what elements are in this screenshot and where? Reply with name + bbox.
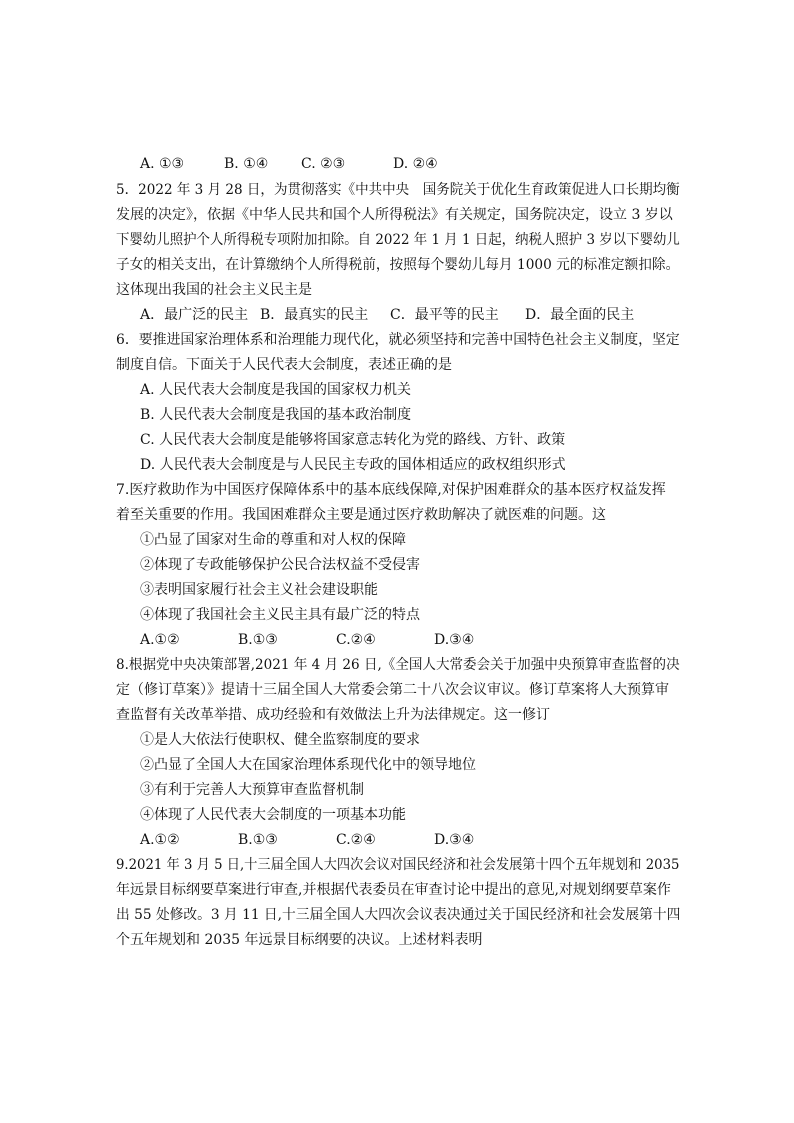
q8-option-b: B.①③ (238, 832, 278, 848)
q8-option-c: C.②④ (336, 832, 376, 848)
q4-option-b: B. ①④ (224, 156, 269, 172)
q5-options (140, 305, 634, 325)
q5-option-d: D．最全面的民主 (525, 307, 635, 323)
q6-stem-line: 制度自信。下面关于人民代表大会制度，表述正确的是 (116, 357, 452, 373)
q9-stem-line: 9.2021 年 3 月 5 日,十三届全国人大四次会议对国民经济和社会发展第十四个五年规划和 2035 (116, 857, 680, 873)
q7-option-c: C.②④ (336, 632, 376, 648)
q8-item-4: ④体现了人民代表大会制度的一项基本功能 (140, 807, 406, 823)
q8-item-1: ①是人大依法行使职权、健全监察制度的要求 (140, 732, 420, 748)
q7-option-a: A.①② (140, 632, 180, 648)
q6-stem-line: 6．要推进国家治理体系和治理能力现代化，就必须坚持和完善中国特色社会主义制度，坚定 (116, 332, 680, 348)
q4-options (140, 154, 438, 174)
q7-item-3: ③表明国家履行社会主义社会建设职能 (140, 582, 378, 598)
q5-stem-line: 下婴幼儿照护个人所得税专项附加扣除。自 2022 年 1 月 1 日起，纳税人照护 3 岁以下婴幼儿 (116, 232, 680, 248)
q6-option-c: C. 人民代表大会制度是能够将国家意志转化为党的路线、方针、政策 (140, 432, 566, 448)
q6-option-d: D. 人民代表大会制度是与人民民主专政的国体相适应的政权组织形式 (140, 457, 566, 473)
q4-option-a: A. ①③ (140, 156, 185, 172)
q7-stem-line: 7.医疗救助作为中国医疗保障体系中的基本底线保障,对保护困难群众的基本医疗权益发挥 (116, 482, 666, 498)
q6-option-b: B. 人民代表大会制度是我国的基本政治制度 (140, 407, 412, 423)
q7-options (140, 630, 474, 650)
q5-option-c: C．最平等的民主 (390, 307, 499, 323)
q8-stem-line: 查监督有关改革举措、成功经验和有效做法上升为法律规定。这一修订 (116, 707, 550, 723)
q5-stem-line: 发展的决定》，依据《中华人民共和国个人所得税法》有关规定，国务院决定，设立 3 岁以 (116, 207, 673, 223)
q9-stem-line: 个五年规划和 2035 年远景目标纲要的决议。上述材料表明 (116, 932, 483, 948)
q7-stem-line: 着至关重要的作用。我国困难群众主要是通过医疗救助解决了就医难的问题。这 (116, 507, 606, 523)
q5-stem-line: 这体现出我国的社会主义民主是 (116, 282, 312, 298)
q4-option-c: C. ②③ (301, 156, 346, 172)
q5-stem-line: 5．2022 年 3 月 28 日，为贯彻落实《中共中央 国务院关于优化生育政策促进人口长期均衡 (116, 182, 680, 198)
q4-option-d: D. ②④ (393, 156, 438, 172)
q9-stem-line: 出 55 处修改。3 月 11 日,十三届全国人大四次会议表决通过关于国民经济和社会发展第十四 (116, 907, 681, 923)
q7-option-b: B.①③ (238, 632, 278, 648)
q8-stem-line: 8.根据党中央决策部署,2021 年 4 月 26 日,《全国人大常委会关于加强中央预算审查监督的决 (116, 657, 680, 673)
q8-stem-line: 定（修订草案）》提请十三届全国人大常委会第二十八次会议审议。修订草案将人大预算审 (116, 682, 669, 698)
q8-item-2: ②凸显了全国人大在国家治理体系现代化中的领导地位 (140, 757, 476, 773)
q8-option-a: A.①② (140, 832, 180, 848)
q7-option-d: D.③④ (434, 632, 475, 648)
q9-stem-line: 年远景目标纲要草案进行审查,并根据代表委员在审查讨论中提出的意见,对规划纲要草案作 (116, 882, 671, 898)
q8-option-d: D.③④ (434, 832, 475, 848)
q7-item-4: ④体现了我国社会主义民主具有最广泛的特点 (140, 607, 420, 623)
q5-option-a: A．最广泛的民主 (140, 307, 249, 323)
q7-item-2: ②体现了专政能够保护公民合法权益不受侵害 (140, 557, 420, 573)
q5-stem-line: 子女的相关支出，在计算缴纳个人所得税前，按照每个婴幼儿每月 1000 元的标准定额扣除。 (116, 257, 680, 273)
q8-options (140, 830, 474, 850)
q7-item-1: ①凸显了国家对生命的尊重和对人权的保障 (140, 532, 406, 548)
q8-item-3: ③有利于完善人大预算审查监督机制 (140, 782, 364, 798)
q5-option-b: B．最真实的民主 (260, 307, 369, 323)
q6-option-a: A. 人民代表大会制度是我国的国家权力机关 (140, 382, 412, 398)
